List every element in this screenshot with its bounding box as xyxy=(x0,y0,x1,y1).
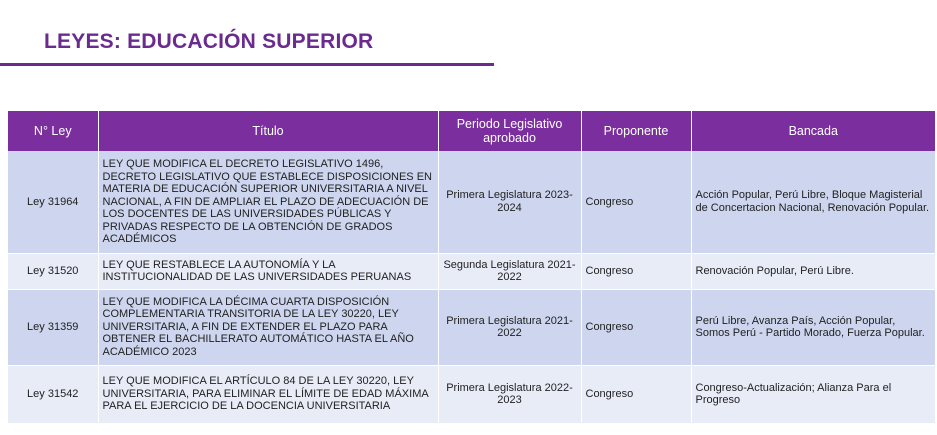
table-header-row xyxy=(8,111,935,151)
cell-proponente: Congreso xyxy=(581,365,691,423)
cell-ley: Ley 31520 xyxy=(8,253,98,289)
cell-titulo: LEY QUE RESTABLECE LA AUTONOMÍA Y LA INSTITUCIONALIDAD DE LAS UNIVERSIDADES PERUANAS xyxy=(98,253,438,289)
cell-titulo: LEY QUE MODIFICA EL DECRETO LEGISLATIVO 1496, DECRETO LEGISLATIVO QUE ESTABLECE DISPOSICIONES EN MATERIA DE EDUCACIÓN SUPERIOR UNIVERSITARIA A NIVEL NACIONAL, A FIN DE AMPLIAR EL PLAZO DE ADECUACIÓN DE LOS DOCENTES DE LAS UNIVERSIDADES PÚBLICAS Y PRIVADAS RESPECTO DE LA OBTENCIÓN DE GRADOS ACADÉMICOS xyxy=(98,151,438,253)
cell-bancada: Renovación Popular, Perú Libre. xyxy=(691,253,935,289)
cell-ley: Ley 31542 xyxy=(8,365,98,423)
cell-ley: Ley 31359 xyxy=(8,289,98,365)
table-row xyxy=(8,365,935,423)
cell-proponente: Congreso xyxy=(581,289,691,365)
cell-titulo: LEY QUE MODIFICA EL ARTÍCULO 84 DE LA LEY 30220, LEY UNIVERSITARIA, PARA ELIMINAR EL LÍMITE DE EDAD MÁXIMA PARA EL EJERCICIO DE LA DOCENCIA UNIVERSITARIA xyxy=(98,365,438,423)
cell-periodo: Segunda Legislatura 2021-2022 xyxy=(438,253,581,289)
title-underline xyxy=(0,63,494,66)
cell-ley: Ley 31964 xyxy=(8,151,98,253)
laws-table xyxy=(8,111,935,424)
cell-periodo: Primera Legislatura 2023-2024 xyxy=(438,151,581,253)
header-periodo: Periodo Legislativo aprobado xyxy=(438,111,581,151)
table-row xyxy=(8,289,935,365)
table-row xyxy=(8,253,935,289)
cell-bancada: Acción Popular, Perú Libre, Bloque Magisterial de Concertacion Nacional, Renovación Popular. xyxy=(691,151,935,253)
cell-bancada: Congreso-Actualización; Alianza Para el Progreso xyxy=(691,365,935,423)
cell-proponente: Congreso xyxy=(581,253,691,289)
header-proponente: Proponente xyxy=(581,111,691,151)
cell-periodo: Primera Legislatura 2021-2022 xyxy=(438,289,581,365)
cell-bancada: Perú Libre, Avanza País, Acción Popular, Somos Perú - Partido Morado, Fuerza Popular. xyxy=(691,289,935,365)
cell-periodo: Primera Legislatura 2022-2023 xyxy=(438,365,581,423)
header-titulo: Título xyxy=(98,111,438,151)
header-bancada: Bancada xyxy=(691,111,935,151)
cell-titulo: LEY QUE MODIFICA LA DÉCIMA CUARTA DISPOSICIÓN COMPLEMENTARIA TRANSITORIA DE LA LEY 30220, LEY UNIVERSITARIA, A FIN DE EXTENDER EL PLAZO PARA OBTENER EL BACHILLERATO AUTOMÁTICO HASTA EL AÑO ACADÉMICO 2023 xyxy=(98,289,438,365)
table-row xyxy=(8,151,935,253)
cell-proponente: Congreso xyxy=(581,151,691,253)
page-title: LEYES: EDUCACIÓN SUPERIOR xyxy=(44,30,374,53)
header-numero-ley: N° Ley xyxy=(8,111,98,151)
